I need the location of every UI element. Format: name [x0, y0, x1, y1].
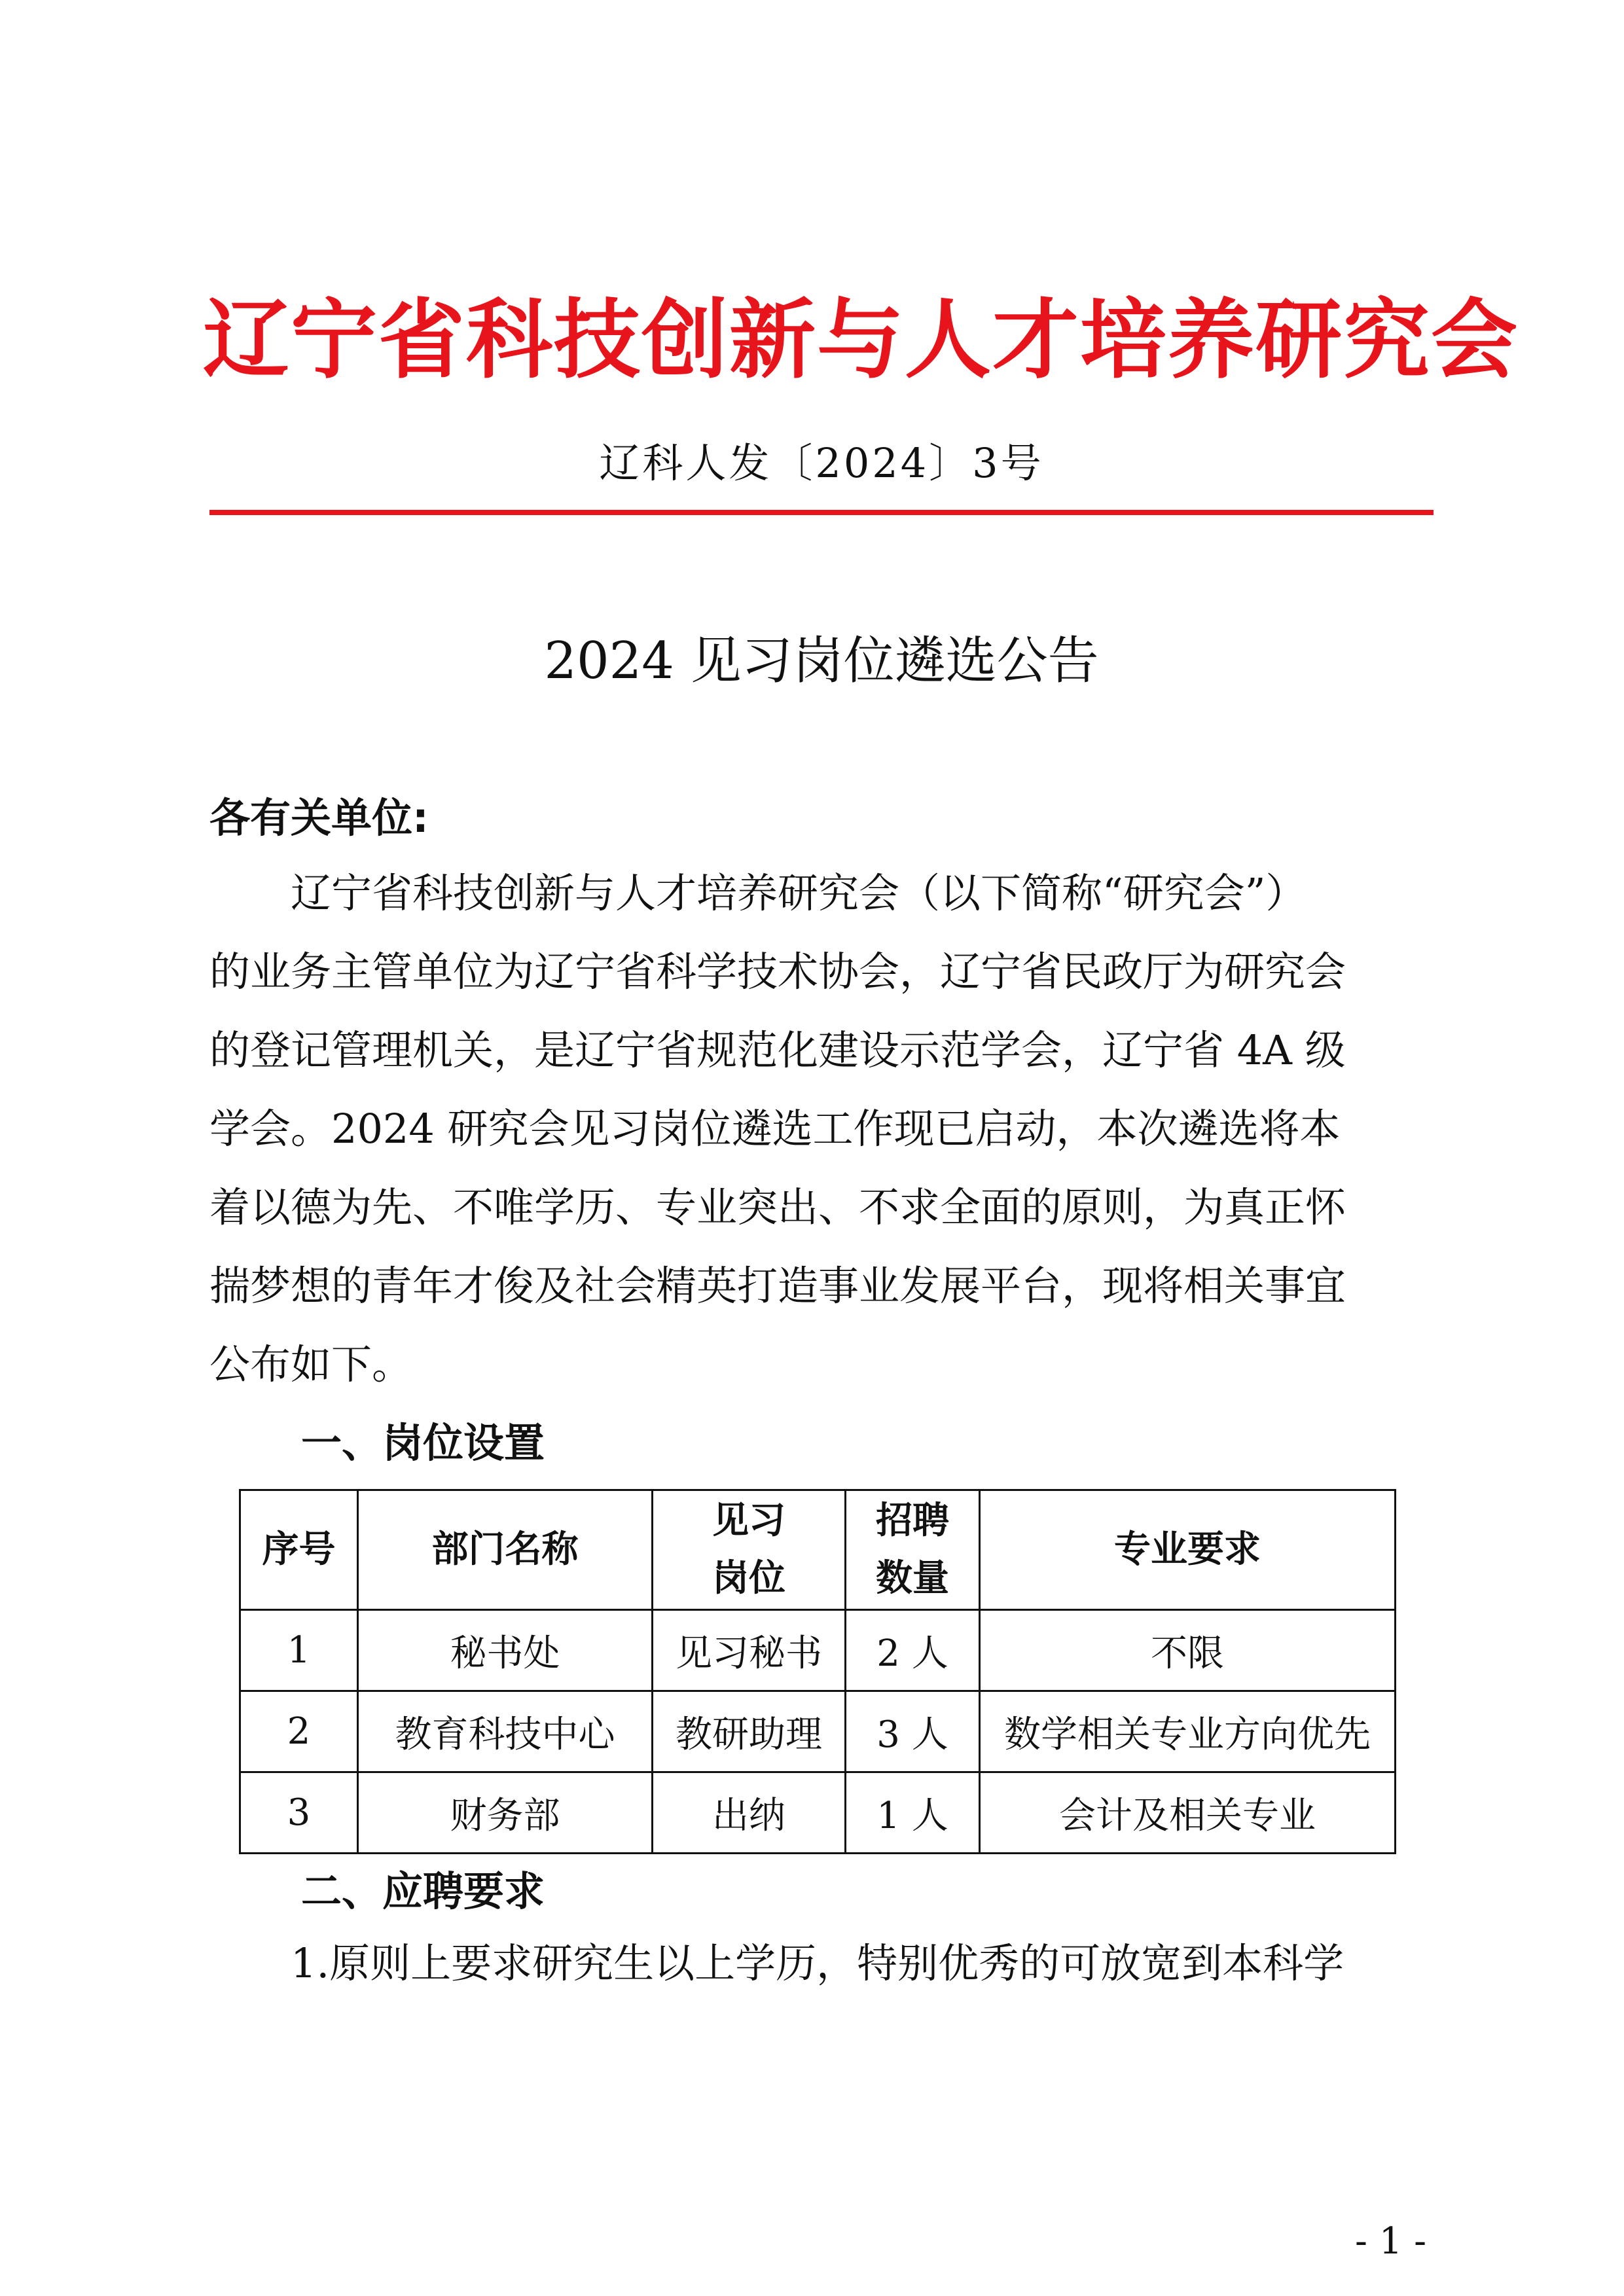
column-header: 部门名称 [358, 1490, 653, 1610]
table-cell: 2 人 [846, 1610, 980, 1691]
requirements-paragraph [209, 1924, 1434, 2003]
section-heading-requirements: 二、应聘要求 [301, 1867, 545, 1915]
table-row [240, 1691, 1396, 1772]
paragraph-line: 辽宁省科技创新与人才培养研究会（以下简称“研究会”） [209, 869, 1307, 917]
page-title: 2024 见习岗位遴选公告 [544, 632, 1099, 691]
paragraph-line: 的登记管理机关，是辽宁省规范化建设示范学会，辽宁省 4A 级 [209, 1026, 1346, 1074]
table-cell: 2 [240, 1691, 358, 1772]
table-cell: 3 人 [846, 1691, 980, 1772]
table-cell: 会计及相关专业 [980, 1772, 1396, 1854]
table-cell: 数学相关专业方向优先 [980, 1691, 1396, 1772]
column-header: 见习 岗位 [653, 1490, 846, 1610]
positions-table [239, 1489, 1396, 1854]
red-divider-line [209, 510, 1434, 515]
table-cell: 教研助理 [653, 1691, 846, 1772]
page-number: - 1 - [1355, 2220, 1427, 2263]
table-cell: 教育科技中心 [358, 1691, 653, 1772]
table-cell: 出纳 [653, 1772, 846, 1854]
intro-paragraph [209, 854, 1434, 1404]
salutation: 各有关单位: [209, 794, 429, 842]
table-cell: 财务部 [358, 1772, 653, 1854]
column-header: 序号 [240, 1490, 358, 1610]
paragraph-line: 公布如下。 [209, 1340, 413, 1388]
section-heading-positions: 一、岗位设置 [301, 1419, 545, 1467]
table-header-row [240, 1490, 1396, 1610]
table-cell: 1 [240, 1610, 358, 1691]
paragraph-line: 1.原则上要求研究生以上学历，特别优秀的可放宽到本科学 [209, 1939, 1344, 1987]
paragraph-line: 学会。2024 研究会见习岗位遴选工作现已启动，本次遴选将本 [209, 1105, 1341, 1153]
column-header: 专业要求 [980, 1490, 1396, 1610]
table-row [240, 1610, 1396, 1691]
table-cell: 秘书处 [358, 1610, 653, 1691]
paragraph-line: 揣梦想的青年才俊及社会精英打造事业发展平台，现将相关事宜 [209, 1262, 1346, 1310]
table-cell: 1 人 [846, 1772, 980, 1854]
table-cell: 3 [240, 1772, 358, 1854]
document-number: 辽科人发〔2024〕3号 [599, 439, 1044, 487]
paragraph-line: 着以德为先、不唯学历、专业突出、不求全面的原则，为真正怀 [209, 1183, 1346, 1231]
table-cell: 不限 [980, 1610, 1396, 1691]
organization-name-header: 辽宁省科技创新与人才培养研究会 [203, 290, 1519, 391]
table-row [240, 1772, 1396, 1854]
paragraph-line: 的业务主管单位为辽宁省科学技术协会，辽宁省民政厅为研究会 [209, 948, 1346, 996]
column-header: 招聘 数量 [846, 1490, 980, 1610]
table-cell: 见习秘书 [653, 1610, 846, 1691]
